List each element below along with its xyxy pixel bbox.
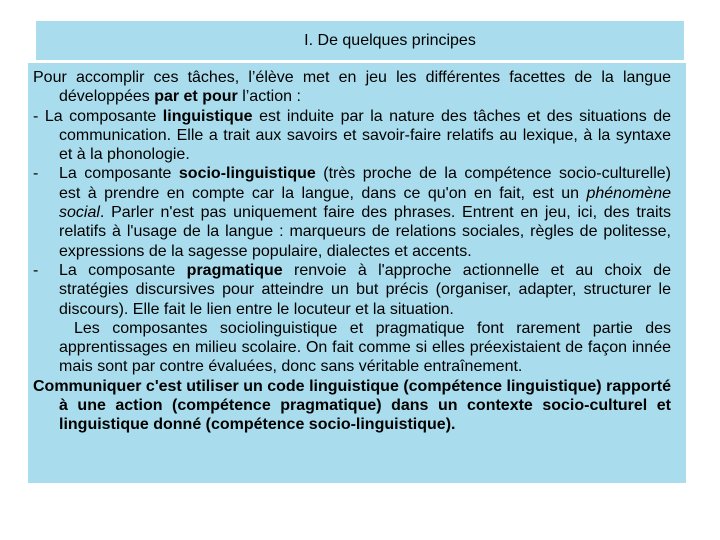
item-pragmatique bbox=[33, 261, 671, 319]
item2-text-3: . Parler n'est pas uniquement faire des phrases. Entrent en jeu, ici, des traits relatifs à l'usage de la langue : marqueurs de relations sociales, règles de politesse, expressions de la sagesse populaire, dialectes et accents. bbox=[59, 204, 671, 260]
conclusion-bold: Communiquer c'est utiliser un code linguistique (compétence linguistique) rapporté à une action (compétence pragmatique) dans un contexte socio-culturel et linguistique donné (compétence socio-linguistique). bbox=[33, 377, 671, 434]
slide-content bbox=[33, 68, 671, 435]
item-socio-linguistique bbox=[33, 164, 671, 260]
remark-paragraph: Les composantes sociolinguistique et pragmatique font rarement partie des apprentissages en milieu scolaire. On fait comme si elles préexistaient de façon innée mais sont par contre évaluées, donc sans véritable entraînement. bbox=[59, 319, 671, 376]
item3-text-2: renvoie à l'approche actionnelle et au choix de stratégies discursives pour atteindre un but précis (organiser, adapter, structurer le discours). Elle fait le lien entre le locuteur et la situation. bbox=[59, 261, 671, 318]
item2-text-2: (très proche de la compétence socio-culturelle) est à prendre en compte car la langue, dans ce qu'on en fait, est un bbox=[59, 165, 671, 202]
title-box bbox=[36, 21, 684, 60]
item2-bold: socio-linguistique bbox=[178, 165, 316, 183]
intro-text-2: l’action : bbox=[237, 88, 301, 106]
intro-bold: par et pour bbox=[154, 88, 238, 106]
slide-title: I. De quelques principes bbox=[304, 31, 476, 49]
item1-text-2: est induite par la nature des tâches et des situations de communication. Elle a trait aux savoirs et savoir-faire relatifs au lexique, à la syntaxe et à la phonologie. bbox=[59, 107, 671, 164]
item2-italic: phénomène social bbox=[59, 184, 671, 222]
item2-text-1: La composante bbox=[59, 165, 179, 183]
item3-text-1: La composante bbox=[59, 261, 187, 279]
item1-text-1: La composante bbox=[38, 107, 163, 125]
item1-dash: - bbox=[33, 107, 39, 125]
item3-bold: pragmatique bbox=[186, 261, 283, 279]
intro-paragraph bbox=[33, 68, 671, 107]
item3-dash: - bbox=[33, 261, 39, 279]
item2-dash: - bbox=[33, 165, 39, 183]
item-linguistique bbox=[33, 107, 671, 165]
intro-text-1: Pour accomplir ces tâches, l’élève met en jeu les différentes facettes de la langue développées bbox=[33, 69, 671, 106]
item1-bold: linguistique bbox=[162, 107, 253, 125]
conclusion-paragraph bbox=[33, 377, 671, 435]
